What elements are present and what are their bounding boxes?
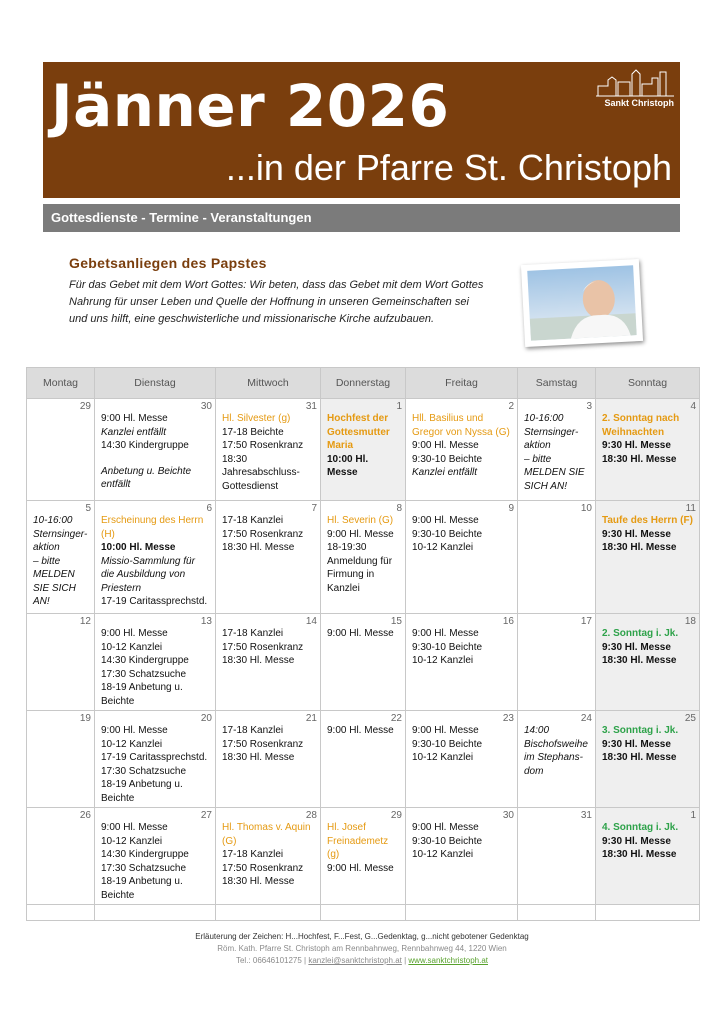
calendar-event: 17:50 Rosenkranz <box>222 528 304 540</box>
calendar-event: 9:00 Hl. Messe <box>101 413 168 424</box>
day-number: 19 <box>79 713 91 724</box>
calendar-event: 9:00 Hl. Messe <box>412 440 479 451</box>
calendar-event: 18:30 Hl. Messe <box>602 655 677 666</box>
calendar-day-cell <box>321 399 406 501</box>
calendar-event: 10-12 Kanzlei <box>412 542 474 553</box>
calendar-event: 9:00 Hl. Messe <box>101 725 168 736</box>
calendar-event: Kanzlei entfällt <box>101 426 167 438</box>
section-bar <box>43 204 680 232</box>
calendar-day-cell <box>518 808 596 905</box>
calendar-day-cell <box>596 614 700 711</box>
calendar-event: 9:30 Hl. Messe <box>602 440 671 451</box>
calendar-event: 18:30 Hl. Messe <box>222 752 295 763</box>
calendar-event: 17:50 Rosenkranz <box>222 862 304 874</box>
calendar-event: Missio-Sammlung für die Ausbildung von Priestern <box>101 555 195 594</box>
calendar-day-cell <box>321 808 406 905</box>
calendar-empty-cell <box>95 905 216 921</box>
day-number: 1 <box>690 810 696 821</box>
page-subtitle: ...in der Pfarre St. Christoph <box>225 147 672 188</box>
day-number: 12 <box>79 616 91 627</box>
calendar-day-cell <box>95 614 216 711</box>
calendar-event: 18:30 Hl. Messe <box>222 655 295 666</box>
calendar-event: 10-12 Kanzlei <box>412 752 474 763</box>
calendar-day-cell <box>216 808 321 905</box>
calendar-event: Hl. Silvester (g) <box>222 413 291 424</box>
calendar-day-cell <box>406 501 518 614</box>
page-title: Jänner 2026 <box>51 72 450 140</box>
calendar-event: 18:30 Hl. Messe <box>222 542 295 553</box>
calendar-day-cell <box>216 711 321 808</box>
calendar-event: 9:00 Hl. Messe <box>101 822 168 833</box>
calendar-empty-cell <box>596 905 700 921</box>
calendar-event: 9:00 Hl. Messe <box>412 725 479 736</box>
calendar-event: 9:30-10 Beichte <box>412 528 483 540</box>
day-number: 26 <box>79 810 91 821</box>
calendar-event: 3. Sonntag i. Jk. <box>602 725 679 736</box>
calendar-event: 9:30 Hl. Messe <box>602 738 671 750</box>
calendar-day-cell <box>518 614 596 711</box>
logo-text: Sankt Christoph <box>604 98 674 108</box>
calendar-day-cell <box>596 501 700 614</box>
calendar-day-cell <box>321 711 406 808</box>
day-number: 24 <box>580 713 592 724</box>
calendar-event: 9:30-10 Beichte <box>412 641 483 653</box>
calendar-day-cell <box>95 399 216 501</box>
weekday-header: Mittwoch <box>216 368 321 399</box>
calendar-event: 17:30 Schatzsuche <box>101 765 187 777</box>
calendar-event: 9:00 Hl. Messe <box>412 628 479 639</box>
calendar-day-cell <box>321 501 406 614</box>
calendar-event: 17:30 Schatzsuche <box>101 668 187 680</box>
calendar-day-cell <box>216 614 321 711</box>
calendar-event: Taufe des Herrn (F) <box>602 515 693 526</box>
day-number: 20 <box>200 713 212 724</box>
calendar-event: 18:30 Hl. Messe <box>602 453 677 465</box>
calendar-week-row <box>27 808 700 905</box>
footer-tel: Tel.: 06646101275 | <box>235 956 307 965</box>
day-number: 31 <box>580 810 592 821</box>
calendar-day-cell <box>406 614 518 711</box>
calendar-event: 9:00 Hl. Messe <box>327 862 394 874</box>
weekday-header: Dienstag <box>95 368 216 399</box>
calendar-empty-cell <box>27 905 95 921</box>
calendar-event: 9:30-10 Beichte <box>412 835 483 847</box>
calendar-event: 9:00 Hl. Messe <box>327 628 394 639</box>
calendar-empty-cell <box>406 905 518 921</box>
calendar-event: 2. Sonntag nach Weihnachten <box>602 413 680 438</box>
calendar-event <box>101 453 211 465</box>
weekday-header: Sonntag <box>596 368 700 399</box>
calendar-event: 18:30 Hl. Messe <box>602 752 677 763</box>
calendar-event: 17:50 Rosenkranz <box>222 641 304 653</box>
calendar-event: 9:00 Hl. Messe <box>412 515 479 526</box>
footer-separator: | <box>404 956 407 965</box>
day-number: 4 <box>690 401 696 412</box>
day-number: 17 <box>580 616 592 627</box>
calendar-event: 17-18 Kanzlei <box>222 725 284 736</box>
calendar-event: 18:30 Hl. Messe <box>602 542 677 553</box>
church-skyline-icon <box>596 68 674 98</box>
calendar-event: 10-16:00 Sternsinger-aktion <box>33 515 88 553</box>
calendar-event: 10-12 Kanzlei <box>101 738 163 750</box>
day-number: 30 <box>200 401 212 412</box>
day-number: 6 <box>206 503 212 514</box>
calendar-day-cell <box>216 501 321 614</box>
calendar-event: 17-19 Caritassprechstd. <box>101 752 208 763</box>
calendar-day-cell <box>406 399 518 501</box>
day-number: 29 <box>390 810 402 821</box>
calendar-event: 10:00 Hl. Messe <box>327 453 369 478</box>
calendar-event: 10-16:00 Sternsinger-aktion <box>524 413 579 451</box>
day-number: 27 <box>200 810 212 821</box>
day-number: 7 <box>311 503 317 514</box>
calendar-event: Hochfest der Gottesmutter Maria <box>327 413 390 451</box>
calendar-event: 2. Sonntag i. Jk. <box>602 628 679 639</box>
calendar-event: Hl. Josef Freinademetz (g) <box>327 822 389 860</box>
calendar-empty-cell <box>216 905 321 921</box>
calendar-day-cell <box>596 711 700 808</box>
day-number: 22 <box>390 713 402 724</box>
calendar-body <box>27 399 700 921</box>
calendar-event: – bitte MELDEN SIE SICH AN! <box>33 555 76 607</box>
calendar-day-cell <box>518 501 596 614</box>
day-number: 15 <box>390 616 402 627</box>
calendar-day-cell <box>95 501 216 614</box>
calendar-event: 4. Sonntag i. Jk. <box>602 822 679 833</box>
calendar-day-cell <box>518 399 596 501</box>
day-number: 29 <box>79 401 91 412</box>
calendar-day-cell <box>27 501 95 614</box>
header-banner <box>43 62 680 198</box>
calendar-day-cell <box>596 399 700 501</box>
calendar-event: 17-18 Kanzlei <box>222 515 284 526</box>
weekday-header: Freitag <box>406 368 518 399</box>
section-bar-label: Gottesdienste - Termine - Veranstaltungen <box>51 210 312 225</box>
calendar-event: 18-19:30 Anmeldung für Firmung in Kanzlei <box>327 542 393 594</box>
day-number: 25 <box>684 713 696 724</box>
calendar-event: 10:00 Hl. Messe <box>101 542 176 553</box>
calendar-event: 18-19 Anbetung u. Beichte <box>101 876 183 901</box>
calendar-event: 17-19 Caritassprechstd. <box>101 596 208 607</box>
calendar-event: 9:00 Hl. Messe <box>327 725 394 736</box>
calendar-event: 17:30 Schatzsuche <box>101 862 187 874</box>
calendar-week-row <box>27 399 700 501</box>
calendar-event: 10-12 Kanzlei <box>101 641 163 653</box>
weekday-header: Samstag <box>518 368 596 399</box>
calendar-event: 10-12 Kanzlei <box>412 849 474 860</box>
calendar-day-cell <box>321 614 406 711</box>
calendar-week-row <box>27 711 700 808</box>
calendar-event: 9:30-10 Beichte <box>412 453 483 465</box>
calendar-event: 10-12 Kanzlei <box>101 835 163 847</box>
calendar-day-cell <box>406 711 518 808</box>
calendar-day-cell <box>27 808 95 905</box>
day-number: 30 <box>502 810 514 821</box>
calendar-day-cell <box>27 711 95 808</box>
day-number: 16 <box>502 616 514 627</box>
calendar-event: 18-19 Anbetung u. Beichte <box>101 682 183 707</box>
weekday-header-row <box>27 368 700 399</box>
calendar-event: 9:30 Hl. Messe <box>602 528 671 540</box>
prayer-heading: Gebetsanliegen des Papstes <box>69 255 267 271</box>
weekday-header: Donnerstag <box>321 368 406 399</box>
day-number: 10 <box>580 503 592 514</box>
calendar-event: 14:30 Kindergruppe <box>101 440 189 451</box>
day-number: 5 <box>85 503 91 514</box>
calendar-event: 18:30 Hl. Messe <box>602 849 677 860</box>
email-link[interactable]: kanzlei@sanktchristoph.at <box>308 956 402 965</box>
calendar-event: 17-18 Beichte <box>222 426 284 438</box>
weekday-header: Montag <box>27 368 95 399</box>
day-number: 3 <box>586 401 592 412</box>
pope-portrait-icon <box>527 265 637 340</box>
calendar-event: 17:50 Rosenkranz <box>222 738 304 750</box>
calendar-day-cell <box>518 711 596 808</box>
calendar-day-cell <box>596 808 700 905</box>
day-number: 21 <box>305 713 317 724</box>
calendar-event: – bitte MELDEN SIE SICH AN! <box>524 453 585 492</box>
parish-logo <box>596 68 674 108</box>
calendar-event: Kanzlei entfällt <box>412 467 478 478</box>
calendar-event: 9:00 Hl. Messe <box>327 528 394 540</box>
calendar-day-cell <box>406 808 518 905</box>
calendar-event: 14:30 Kindergruppe <box>101 655 189 666</box>
calendar-event: 14:00 Bischofsweihe im Stephans-dom <box>524 725 588 777</box>
calendar-event: 10-12 Kanzlei <box>412 655 474 666</box>
calendar-day-cell <box>216 399 321 501</box>
day-number: 18 <box>684 616 696 627</box>
day-number: 31 <box>305 401 317 412</box>
calendar-day-cell <box>27 399 95 501</box>
calendar-day-cell <box>95 808 216 905</box>
calendar-event: Hl. Severin (G) <box>327 515 394 526</box>
day-number: 23 <box>502 713 514 724</box>
calendar-empty-row <box>27 905 700 921</box>
calendar-empty-cell <box>518 905 596 921</box>
calendar-event: Anbetung u. Beichte entfällt <box>101 465 192 490</box>
calendar-event: 9:00 Hl. Messe <box>412 822 479 833</box>
calendar-event: 17-18 Kanzlei <box>222 849 284 860</box>
day-number: 1 <box>396 401 402 412</box>
calendar-day-cell <box>95 711 216 808</box>
calendar-day-cell <box>27 614 95 711</box>
day-number: 8 <box>396 503 402 514</box>
day-number: 14 <box>305 616 317 627</box>
calendar-event: 18-19 Anbetung u. Beichte <box>101 779 183 804</box>
calendar-empty-cell <box>321 905 406 921</box>
footer-legend: Erläuterung der Zeichen: H...Hochfest, F...Fest, G...Gedenktag, g...nicht gebotener Gedenktag <box>195 932 529 941</box>
pope-photo <box>521 259 643 347</box>
calendar-event: Erscheinung des Herrn (H) <box>101 515 204 540</box>
calendar-table <box>26 367 700 921</box>
day-number: 11 <box>685 503 696 514</box>
website-link[interactable]: www.sanktchristoph.at <box>408 956 488 965</box>
pope-photo-image <box>527 265 637 340</box>
day-number: 9 <box>508 503 514 514</box>
calendar-week-row <box>27 501 700 614</box>
calendar-event: 17-18 Kanzlei <box>222 628 284 639</box>
calendar-event: 14:30 Kindergruppe <box>101 849 189 860</box>
calendar-event: 17:50 Rosenkranz <box>222 440 304 451</box>
calendar-event: Hl. Thomas v. Aquin (G) <box>222 822 311 847</box>
calendar-event: 9:30 Hl. Messe <box>602 835 671 847</box>
calendar-event: Hll. Basilius und Gregor von Nyssa (G) <box>412 413 510 438</box>
calendar-event: 18:30 Hl. Messe <box>222 876 295 887</box>
day-number: 13 <box>200 616 212 627</box>
calendar-event: 9:30 Hl. Messe <box>602 641 671 653</box>
day-number: 2 <box>508 401 514 412</box>
prayer-text: Für das Gebet mit dem Wort Gottes: Wir beten, dass das Gebet mit dem Wort Gottes Nahrung für unser Leben und Quelle der Hoffnung in unseren Gemeinschaften sei und uns hilft, eine geschwisterliche und missionarische Kirche aufzubauen. <box>69 279 484 325</box>
calendar-event: 9:00 Hl. Messe <box>101 628 168 639</box>
footer-address: Röm. Kath. Pfarre St. Christoph am Rennbahnweg, Rennbahnweg 44, 1220 Wien <box>217 944 507 953</box>
calendar-week-row <box>27 614 700 711</box>
footer-contact <box>0 956 724 965</box>
calendar-event: 18:30 Jahresabschluss-Gottesdienst <box>222 453 300 492</box>
calendar-event: 9:30-10 Beichte <box>412 738 483 750</box>
day-number: 28 <box>305 810 317 821</box>
